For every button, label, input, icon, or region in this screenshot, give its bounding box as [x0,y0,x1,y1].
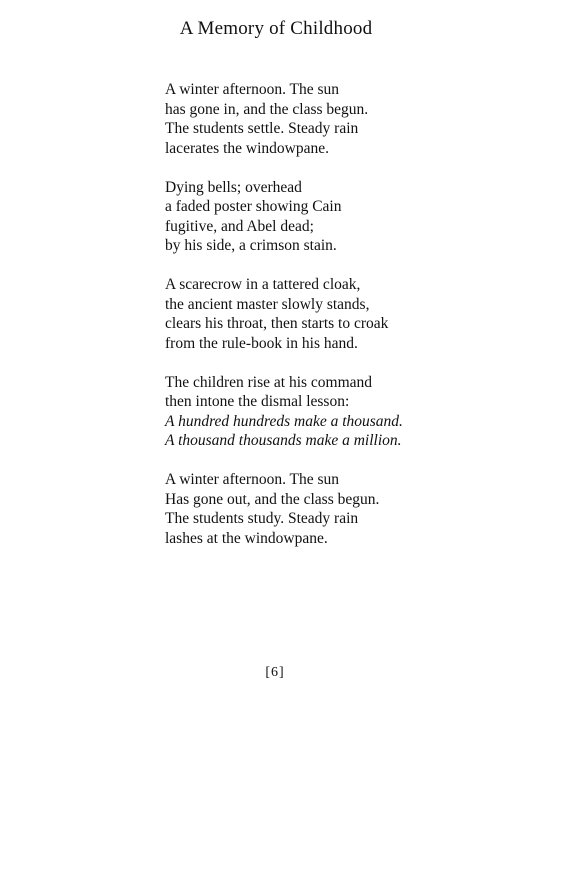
poem-line-italic: A thousand thousands make a million. [165,432,402,449]
poem-line: the ancient master slowly stands, [165,295,370,313]
poem-line: a faded poster showing Cain [165,198,342,215]
poem-line: lashes at the windowpane. [165,529,328,547]
poem-line: clears his throat, then starts to croak [165,315,389,332]
poem-line: has gone in, and the class begun. [165,100,369,118]
page-number: [6] [265,665,285,680]
stanza-1 [165,80,565,158]
poem-line: A winter afternoon. The sun [165,471,340,488]
stanza-4 [165,373,565,451]
poem-line: fugitive, and Abel dead; [165,217,314,235]
stanza-5 [165,470,565,548]
poem-line: by his side, a crimson stain. [165,237,337,254]
poem-line: The students settle. Steady rain [165,120,359,137]
stanza-2 [165,178,565,256]
poem-line: The students study. Steady rain [165,510,359,527]
poem-body [165,80,565,568]
poem-line-italic: A hundred hundreds make a thousand. [165,412,403,430]
poem-line: A winter afternoon. The sun [165,81,340,98]
poem-line: from the rule-book in his hand. [165,334,358,352]
poem-line: then intone the dismal lesson: [165,393,350,410]
stanza-3 [165,275,565,353]
poem-line: The children rise at his command [165,373,373,391]
poem-line: Has gone out, and the class begun. [165,490,380,508]
poem-line: A scarecrow in a tattered cloak, [165,276,361,293]
poem-title: A Memory of Childhood [179,18,373,39]
poem-line: lacerates the windowpane. [165,139,329,157]
poem-line: Dying bells; overhead [165,178,302,196]
